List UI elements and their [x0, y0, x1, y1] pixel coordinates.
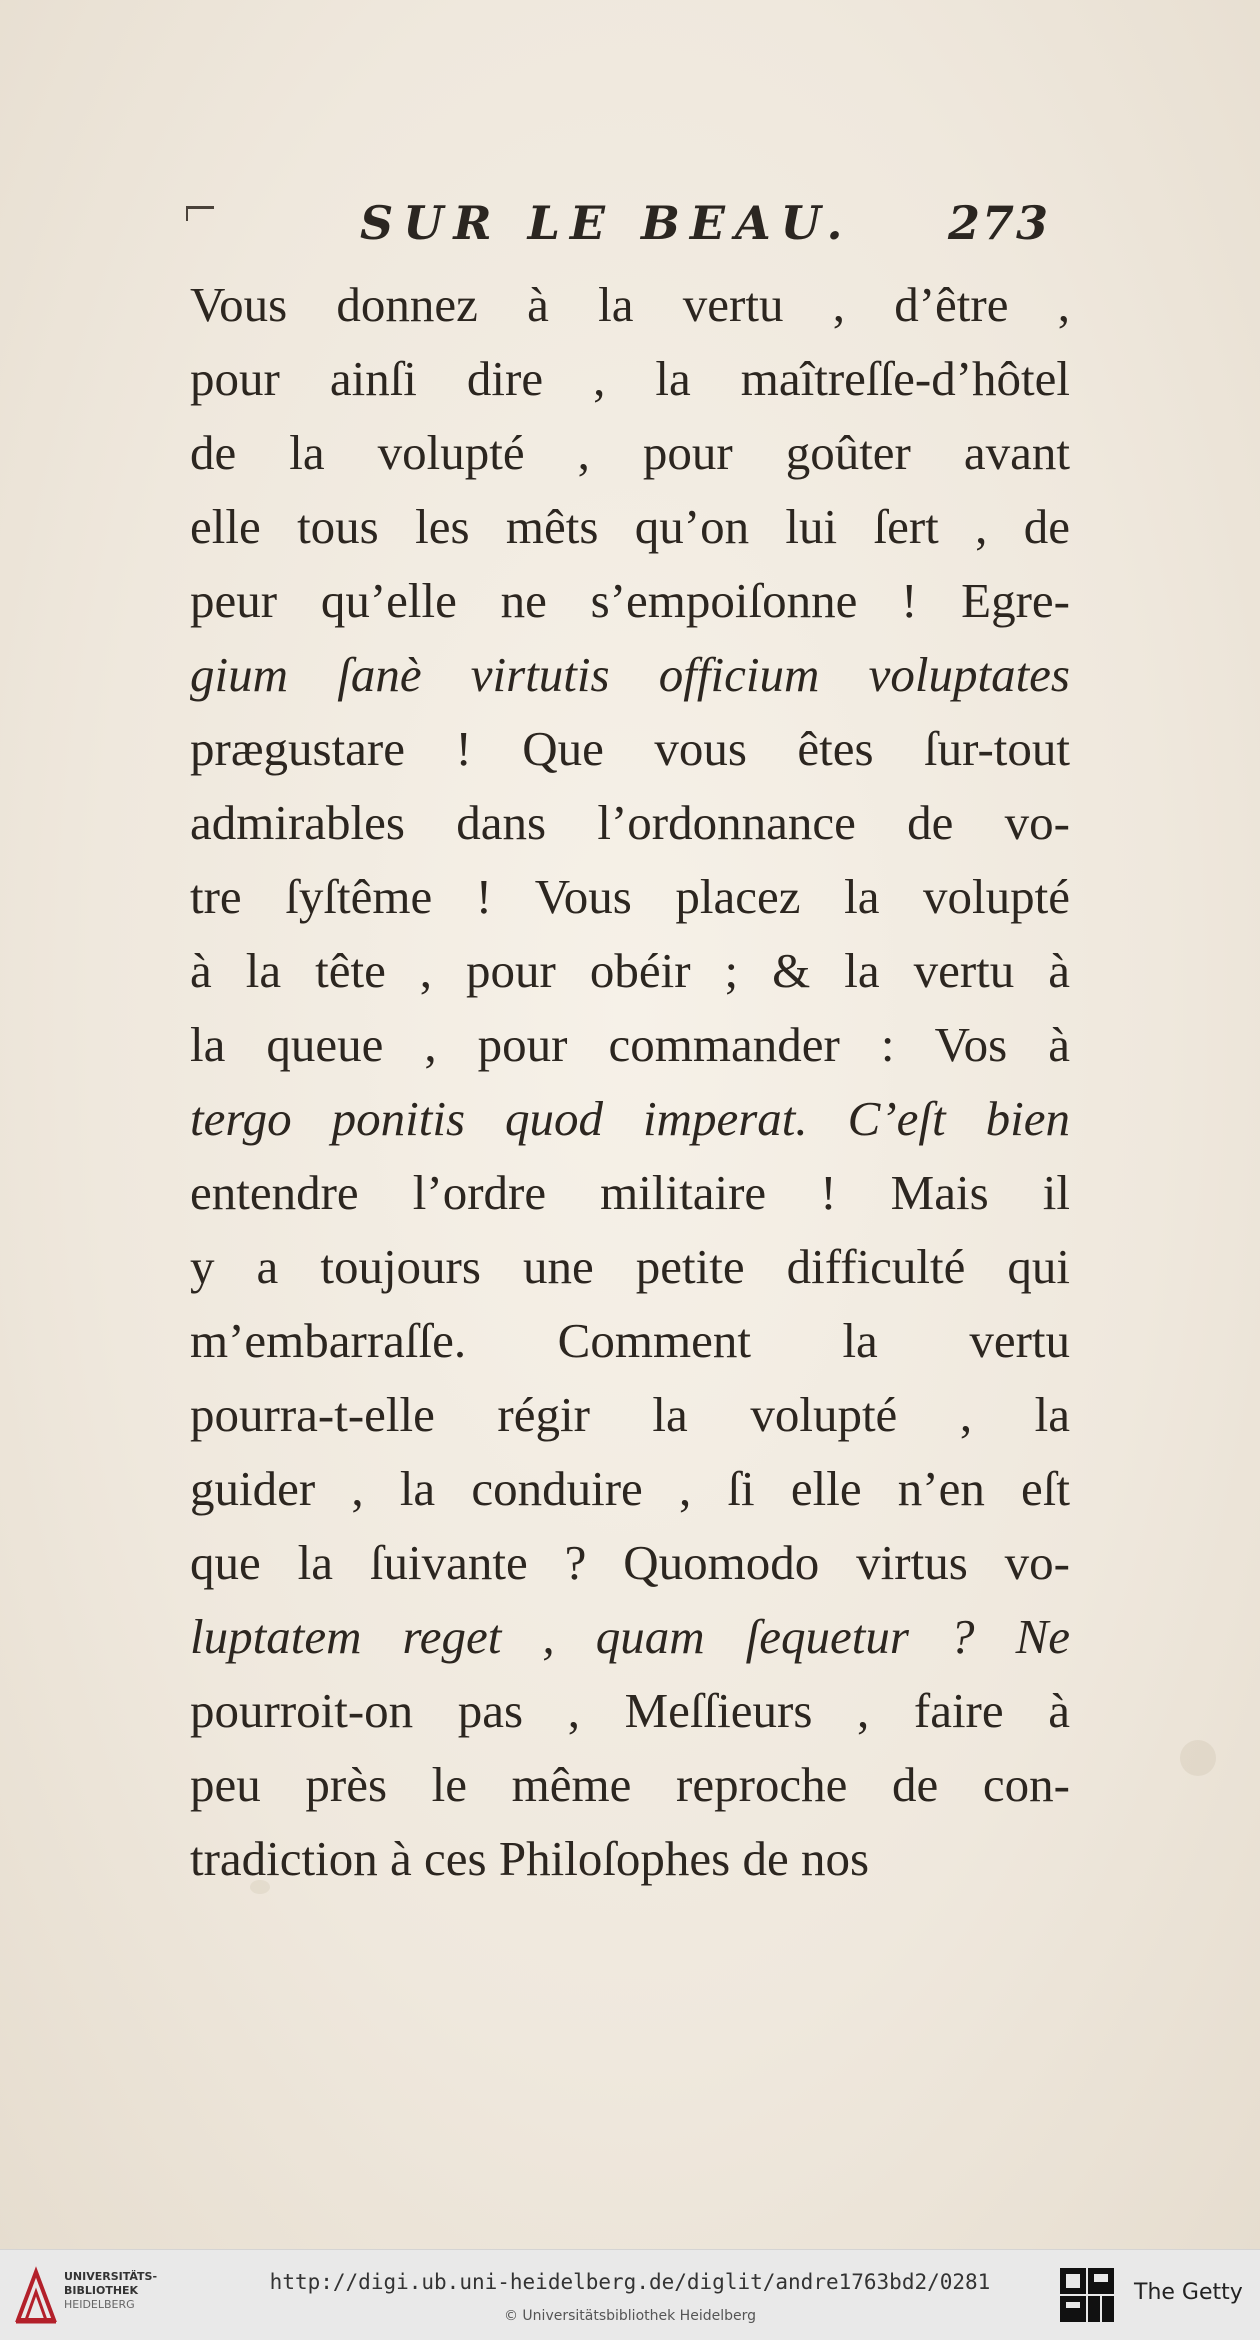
- copyright-notice: © Universitätsbibliothek Heidelberg: [503, 2308, 756, 2324]
- getty-name: The Getty: [1134, 2280, 1243, 2305]
- text-line: m’embarraſſe. Comment la vertu: [190, 1313, 1070, 1368]
- text-line: prægustare ! Que vous êtes ſur-tout: [190, 721, 1070, 776]
- library-name-line: UNIVERSITÄTS-: [64, 2270, 158, 2283]
- running-head-title: SUR LE BEAU.: [360, 196, 853, 250]
- text-body: [190, 268, 1070, 1896]
- viewer-footer: [0, 2249, 1260, 2340]
- text-line: à la tête , pour obéir ; & la vertu à: [190, 943, 1070, 998]
- corner-mark: [186, 206, 214, 221]
- text-line: tergo ponitis quod imperat. C’eſt bien: [190, 1091, 1070, 1146]
- text-line: peu près le même reproche de con-: [190, 1757, 1070, 1812]
- permalink-url[interactable]: http://digi.ub.uni-heidelberg.de/diglit/andre1763bd2/0281: [269, 2270, 991, 2294]
- text-line: tre ſyſtême ! Vous placez la volupté: [190, 869, 1070, 924]
- library-name-line: HEIDELBERG: [64, 2298, 135, 2311]
- text-line: que la ſuivante ? Quomodo virtus vo-: [190, 1535, 1070, 1590]
- text-line: guider , la conduire , ſi elle n’en eſt: [190, 1461, 1070, 1516]
- text-line: elle tous les mêts qu’on lui ſert , de: [190, 499, 1070, 554]
- text-line: peur qu’elle ne s’empoiſonne ! Egre-: [190, 573, 1070, 628]
- text-line: Vous donnez à la vertu , d’être ,: [190, 277, 1070, 332]
- text-line: gium ſanè virtutis officium voluptates: [190, 647, 1070, 702]
- paper-stain: [1180, 1740, 1216, 1776]
- library-name-line: BIBLIOTHEK: [64, 2284, 139, 2297]
- text-line: y a toujours une petite difficulté qui: [190, 1239, 1070, 1294]
- page-number: 273: [947, 196, 1050, 250]
- text-line: la queue , pour commander : Vos à: [190, 1017, 1070, 1072]
- getty-logo-icon[interactable]: [1060, 2268, 1114, 2322]
- text-line: entendre l’ordre militaire ! Mais il: [190, 1165, 1070, 1220]
- text-line: admirables dans l’ordonnance de vo-: [190, 795, 1070, 850]
- text-line: de la volupté , pour goûter avant: [190, 425, 1070, 480]
- text-line: pourroit-on pas , Meſſieurs , faire à: [190, 1683, 1070, 1738]
- text-line: pourra-t-elle régir la volupté , la: [190, 1387, 1070, 1442]
- running-head: [360, 196, 1050, 256]
- text-line: tradiction à ces Philoſophes de nos: [190, 1831, 870, 1886]
- text-line: pour ainſi dire , la maîtreſſe-d’hôtel: [190, 351, 1070, 406]
- text-line: luptatem reget , quam ſequetur ? Ne: [190, 1609, 1070, 1664]
